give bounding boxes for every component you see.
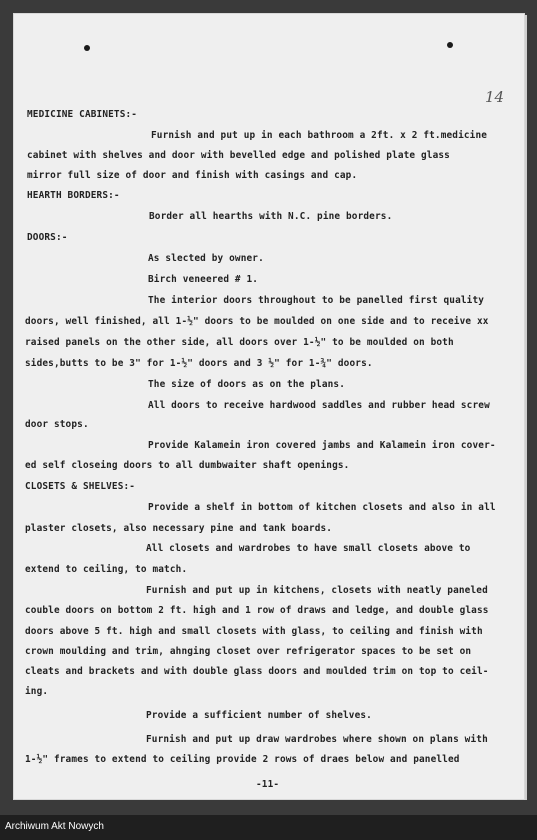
text-line: couble doors on bottom 2 ft. high and 1 row of draws and ledge, and double glass: [25, 605, 489, 616]
text-line: Birch veneered # 1.: [148, 274, 259, 285]
page-number: -11-: [256, 779, 280, 790]
text-line: ing.: [25, 686, 49, 697]
punch-hole-left: [84, 45, 90, 51]
text-line: door stops.: [25, 419, 89, 430]
text-line: plaster closets, also necessary pine and tank boards.: [25, 523, 333, 534]
text-line: MEDICINE CABINETS:-: [27, 109, 138, 120]
text-line: extend to ceiling, to match.: [25, 564, 188, 575]
text-line: mirror full size of door and finish with casings and cap.: [27, 170, 358, 181]
text-line: As slected by owner.: [148, 253, 264, 264]
text-line: Border all hearths with N.C. pine borders.: [149, 211, 393, 222]
text-line: The interior doors throughout to be panelled first quality: [148, 295, 485, 306]
folio-number: 14: [485, 88, 505, 106]
text-line: All doors to receive hardwood saddles and rubber head screw: [148, 400, 490, 411]
text-line: Furnish and put up in kitchens, closets with neatly paneled: [146, 585, 488, 596]
text-line: The size of doors as on the plans.: [148, 379, 346, 390]
text-line: Furnish and put up draw wardrobes where shown on plans with: [146, 734, 488, 745]
text-line: Provide a sufficient number of shelves.: [146, 710, 372, 721]
text-line: ed self closeing doors to all dumbwaiter shaft openings.: [25, 460, 350, 471]
text-line: Furnish and put up in each bathroom a 2ft. x 2 ft.medicine: [151, 130, 488, 141]
text-line: HEARTH BORDERS:-: [27, 190, 120, 201]
text-line: DOORS:-: [27, 232, 68, 243]
text-line: Provide Kalamein iron covered jambs and Kalamein iron cover-: [148, 440, 496, 451]
text-line: All closets and wardrobes to have small closets above to: [146, 543, 471, 554]
text-line: doors above 5 ft. high and small closets with glass, to ceiling and finish with: [25, 626, 483, 637]
text-line: crown moulding and trim, ahnging closet over refrigerator spaces to be set on: [25, 646, 472, 657]
archive-name: Archiwum Akt Nowych: [5, 821, 104, 832]
text-line: CLOSETS & SHELVES:-: [25, 481, 136, 492]
text-line: doors, well finished, all 1-½" doors to be moulded on one side and to receive xx: [25, 316, 489, 327]
text-line: sides,butts to be 3" for 1-½" doors and 3 ½" for 1-¾" doors.: [25, 358, 373, 369]
archive-footer-bar: [0, 815, 537, 840]
text-line: cleats and brackets and with double glass doors and moulded trim on top to ceil-: [25, 666, 489, 677]
text-line: cabinet with shelves and door with bevelled edge and polished plate glass: [27, 150, 450, 161]
punch-hole-right: [447, 42, 453, 48]
text-line: Provide a shelf in bottom of kitchen closets and also in all: [148, 502, 496, 513]
text-line: 1-½" frames to extend to ceiling provide 2 rows of draes below and panelled: [25, 754, 460, 765]
text-line: raised panels on the other side, all doors over 1-½" to be moulded on both: [25, 337, 454, 348]
